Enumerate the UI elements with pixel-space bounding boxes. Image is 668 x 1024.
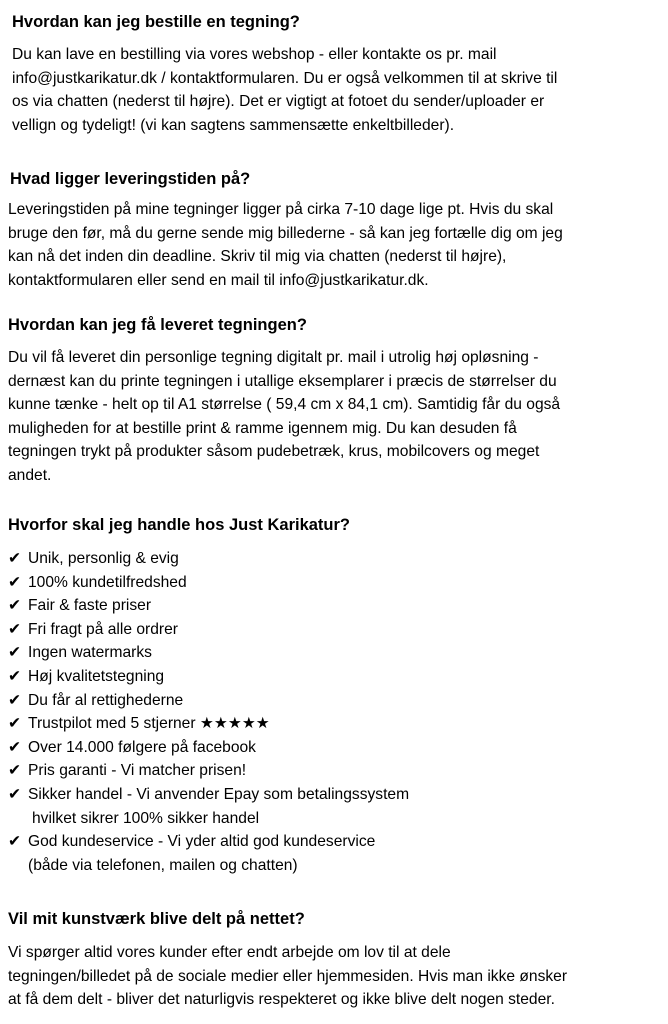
- answer-line: info@justkarikatur.dk / kontaktformularen. Du er også velkommen til at skrive til: [12, 69, 558, 87]
- checkmark-icon: ✔: [8, 597, 22, 615]
- answer-line: tegningen/billedet på de sociale medier eller hjemmesiden. Hvis man ikke ønsker: [8, 967, 568, 985]
- checklist-item: ✔ Fri fragt på alle ordrer: [8, 618, 660, 642]
- checklist-item: ✔ Over 14.000 følgere på facebook: [8, 736, 660, 760]
- answer-line: tegningen trykt på produkter såsom pudebetræk, krus, mobilcovers og meget: [8, 443, 540, 460]
- faq-answer-order: [8, 43, 660, 137]
- checklist-item: ✔ Du får al rettighederne: [8, 689, 660, 713]
- checkmark-icon: ✔: [8, 644, 22, 662]
- checklist-item: ✔ Fair & faste priser: [8, 594, 660, 618]
- answer-line: vellign og tydeligt! (vi kan sagtens sammensætte enkeltbilleder).: [12, 116, 455, 134]
- faq-section-why: [8, 514, 660, 877]
- faq-question-why: Hvorfor skal jeg handle hos Just Karikatur?: [8, 516, 351, 534]
- checklist-item: ✔ Høj kvalitetstegning: [8, 665, 660, 689]
- answer-line: muligheden for at bestille print & ramme igennem mig. Du kan desuden få: [8, 419, 517, 437]
- answer-line: Du vil få leveret din personlige tegning digitalt pr. mail i utrolig høj opløsning -: [8, 349, 539, 366]
- answer-line: kunne tænke - helt op til A1 størrelse ( 59,4 cm x 84,1 cm). Samtidig får du også: [8, 396, 561, 413]
- faq-question-order: Hvordan kan jeg bestille en tegning?: [12, 13, 300, 31]
- checklist-item: ✔ Ingen watermarks: [8, 641, 660, 665]
- checkmark-icon: ✔: [8, 738, 22, 756]
- checkmark-icon: ✔: [8, 762, 22, 780]
- answer-line: andet.: [8, 466, 52, 484]
- checkmark-icon: ✔: [8, 573, 22, 591]
- answer-line: Vi spørger altid vores kunder efter endt arbejde om lov til at dele: [8, 944, 451, 961]
- checklist-item: ✔ Trustpilot med 5 stjerner ★★★★★: [8, 712, 660, 736]
- answer-line: bruge den før, må du gerne sende mig billederne - så kan jeg fortælle dig om jeg: [8, 224, 563, 242]
- checklist-item: ✔ 100% kundetilfredshed: [8, 571, 660, 595]
- faq-answer-sharing: [8, 941, 660, 1012]
- checkmark-icon: ✔: [8, 691, 22, 709]
- checkmark-icon: ✔: [8, 667, 22, 685]
- answer-line: kontaktformularen eller send en mail til info@justkarikatur.dk.: [8, 271, 429, 289]
- answer-line: at få dem delt - bliver det naturligvis respekteret og ikke blive delt nogen steder.: [8, 991, 555, 1008]
- checklist-item: ✔ Sikker handel - Vi anvender Epay som betalingssystem: [8, 783, 660, 807]
- faq-section-delivery-method: [8, 314, 660, 487]
- checkmark-icon: ✔: [8, 785, 22, 803]
- answer-line: Du kan lave en bestilling via vores webshop - eller kontakte os pr. mail: [12, 46, 497, 63]
- answer-line: kan nå det inden din deadline. Skriv til mig via chatten (nederst til højre),: [8, 248, 507, 265]
- faq-question-delivery-time: Hvad ligger leveringstiden på?: [10, 170, 251, 188]
- checklist-item-continuation: (både via telefonen, mailen og chatten): [28, 856, 298, 874]
- faq-question-delivery-method: Hvordan kan jeg få leveret tegningen?: [8, 316, 307, 334]
- checklist-item: ✔ Unik, personlig & evig: [8, 547, 660, 571]
- checkmark-icon: ✔: [8, 833, 22, 851]
- faq-answer-delivery-time: [8, 198, 660, 292]
- checklist-item-continuation: hvilket sikrer 100% sikker handel: [32, 809, 260, 827]
- checkmark-icon: ✔: [8, 715, 22, 733]
- faq-section-delivery-time: [8, 168, 660, 292]
- answer-line: dernæst kan du printe tegningen i utallige eksemplarer i præcis de størrelser du: [8, 372, 557, 390]
- faq-section-sharing: [8, 908, 660, 1012]
- why-checklist: [8, 547, 660, 877]
- answer-line: Leveringstiden på mine tegninger ligger på cirka 7-10 dage lige pt. Hvis du skal: [8, 201, 554, 218]
- checkmark-icon: ✔: [8, 550, 22, 567]
- checklist-item: ✔ God kundeservice - Vi yder altid god kundeservice: [8, 830, 660, 854]
- checkmark-icon: ✔: [8, 620, 22, 638]
- faq-answer-delivery-method: [8, 346, 660, 487]
- answer-line: os via chatten (nederst til højre). Det er vigtigt at fotoet du sender/uploader er: [12, 93, 545, 110]
- faq-section-order: [8, 11, 660, 137]
- checklist-item: ✔ Pris garanti - Vi matcher prisen!: [8, 759, 660, 783]
- faq-question-sharing: Vil mit kunstværk blive delt på nettet?: [8, 910, 305, 928]
